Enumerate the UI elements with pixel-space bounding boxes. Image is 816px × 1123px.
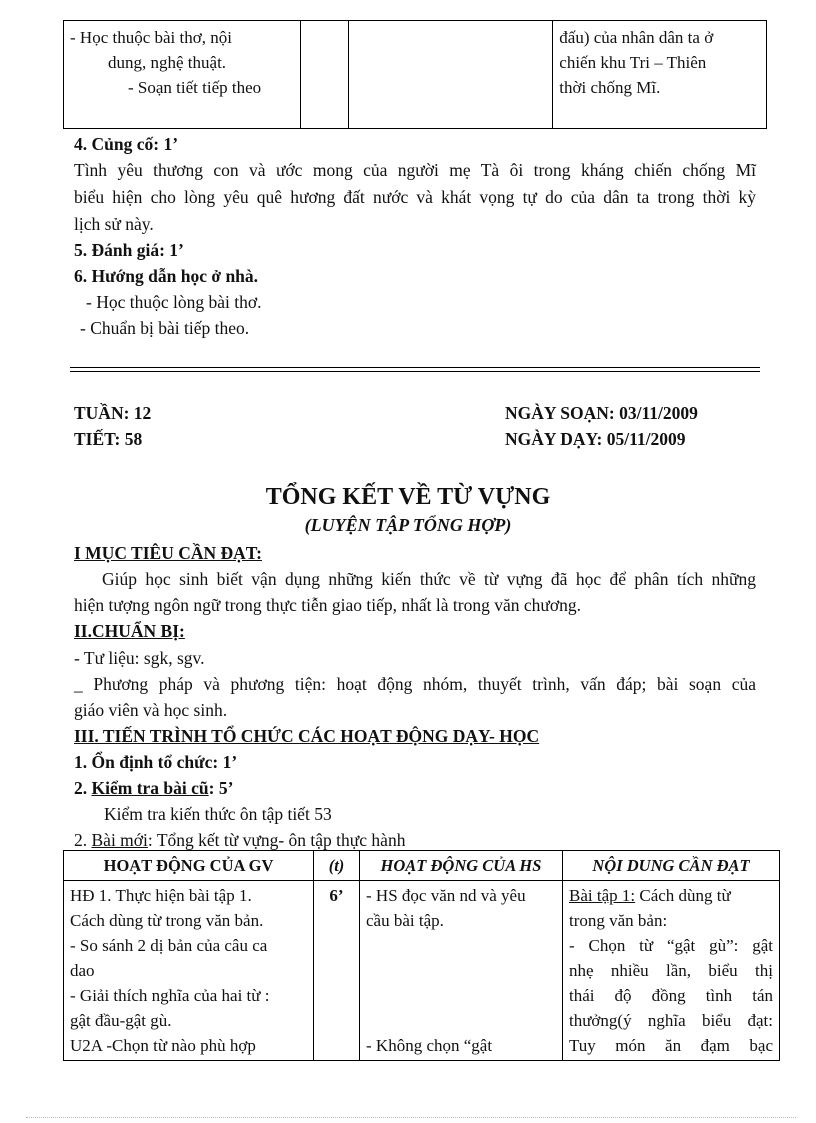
teach-date-value: 05/11/2009 [606,429,686,449]
cell-line: - Không chọn “gật [366,1036,493,1055]
continuation-cell-gv [64,21,301,129]
section4-heading: 4. Củng cố: 1’ [74,134,179,154]
cell-line: nhẹ nhiều lần, biểu thị [569,961,773,980]
continuation-cell-nd [553,21,767,129]
separator-line [70,371,760,372]
week-value: 12 [133,403,152,423]
preparation-item: - Tư liệu: sgk, sgv. [74,648,205,668]
preparation-item: _ Phương pháp và phương tiện: hoạt động nhóm, thuyết trình, vấn đáp; bài soạn của [74,674,756,694]
continuation-table [63,20,767,129]
lesson-subtitle: (LUYỆN TẬP TỔNG HỢP) [304,515,512,535]
cell-line: - So sánh 2 dị bản của câu ca [70,936,268,955]
step-new-lesson: 2. Bài mới: Tổng kết từ vựng- ôn tập thực hành [74,830,406,850]
cell-line: Bài tập 1: Cách dùng từ [569,886,731,905]
cell-line: HĐ 1. Thực hiện bài tập 1. [70,886,252,905]
continuation-line: - Học thuộc bài thơ, nội [70,28,232,47]
cell-time: 6’ [314,881,360,1061]
preparation-item: giáo viên và học sinh. [74,700,228,720]
objectives-line: Giúp học sinh biết vận dụng những kiến thức về từ vựng đã học để phân tích những [102,569,756,589]
step-check-detail: Kiểm tra kiến thức ôn tập tiết 53 [104,804,332,824]
separator-line [70,367,760,368]
cell-student-activity [360,881,563,1061]
section4-line: Tình yêu thương con và ước mong của người mẹ Tà ôi trong kháng chiến chống Mĩ [74,160,756,180]
procedure-heading: III. TIẾN TRÌNH TỔ CHỨC CÁC HOẠT ĐỘNG DẠY- HỌC [74,726,540,746]
cell-spacer [366,1008,556,1033]
step-check-old: 2. Kiểm tra bài cũ: 5’ [74,778,234,798]
activity-table [63,850,780,1061]
cell-line: dao [70,961,95,980]
continuation-line: đấu) của nhân dân ta ở [559,28,714,47]
page-bottom-border [26,1117,796,1118]
cell-content [563,881,780,1061]
continuation-line: dung, nghệ thuật. [108,53,227,72]
cell-line: cầu bài tập. [366,911,444,930]
continuation-cell-hs [348,21,553,129]
lesson-title: TỔNG KẾT VỀ TỪ VỰNG [265,484,551,510]
objectives-heading: I MỤC TIÊU CẦN ĐẠT: [74,543,262,563]
homework-item: - Học thuộc lòng bài thơ. [86,292,262,312]
cell-line: thưởng(ý nghĩa biểu đạt: [569,1011,773,1030]
cell-line: Tuy món ăn đạm bạc [569,1036,773,1055]
cell-line: trong văn bản: [569,911,668,930]
section4-line: biểu hiện cho lòng yêu quê hương đất nước và khát vọng tự do của dân ta trong thời kỳ [74,187,756,207]
period-value: 58 [124,429,143,449]
cell-line: thái độ đồng tình tán [569,986,773,1005]
cell-line: - HS đọc văn nd và yêu [366,886,526,905]
header-student-activity: HOẠT ĐỘNG CỦA HS [360,851,563,881]
cell-teacher-activity [64,881,314,1061]
preparation-heading: II.CHUẨN BỊ: [74,621,185,641]
continuation-line: thời chống Mĩ. [559,78,661,97]
period-label: TIẾT: 58 [74,429,143,449]
continuation-cell-time [300,21,348,129]
cell-line: U2A -Chọn từ nào phù hợp [70,1036,256,1055]
continuation-line: - Soạn tiết tiếp theo [128,78,262,97]
objectives-line: hiện tượng ngôn ngữ trong thực tiễn giao tiếp, nhất là trong văn chương. [74,595,581,615]
header-teacher-activity: HOẠT ĐỘNG CỦA GV [64,851,314,881]
cell-line: - Giải thích nghĩa của hai từ : [70,986,270,1005]
header-content: NỘI DUNG CẦN ĐẠT [563,851,780,881]
exercise-label: Bài tập 1: [569,886,636,905]
prep-date: NGÀY SOẠN: 03/11/2009 [505,403,698,423]
prep-date-value: 03/11/2009 [619,403,698,423]
step-organize: 1. Ổn định tổ chức: 1’ [74,752,238,772]
cell-line: gật đầu-gật gù. [70,1011,172,1030]
continuation-line: chiến khu Tri – Thiên [559,53,707,72]
section6-heading: 6. Hướng dẫn học ở nhà. [74,266,259,286]
homework-item: - Chuẩn bị bài tiếp theo. [80,318,250,338]
section4-line: lịch sử này. [74,214,154,234]
teach-date: NGÀY DẠY: 05/11/2009 [505,429,686,449]
cell-line: - Chọn từ “gật gù”: gật [569,936,773,955]
week-label: TUẦN: 12 [74,403,152,423]
cell-spacer [366,933,556,1008]
section5-heading: 5. Đánh giá: 1’ [74,240,184,260]
header-time: (t) [314,851,360,881]
cell-line: Cách dùng từ trong văn bản. [70,911,264,930]
